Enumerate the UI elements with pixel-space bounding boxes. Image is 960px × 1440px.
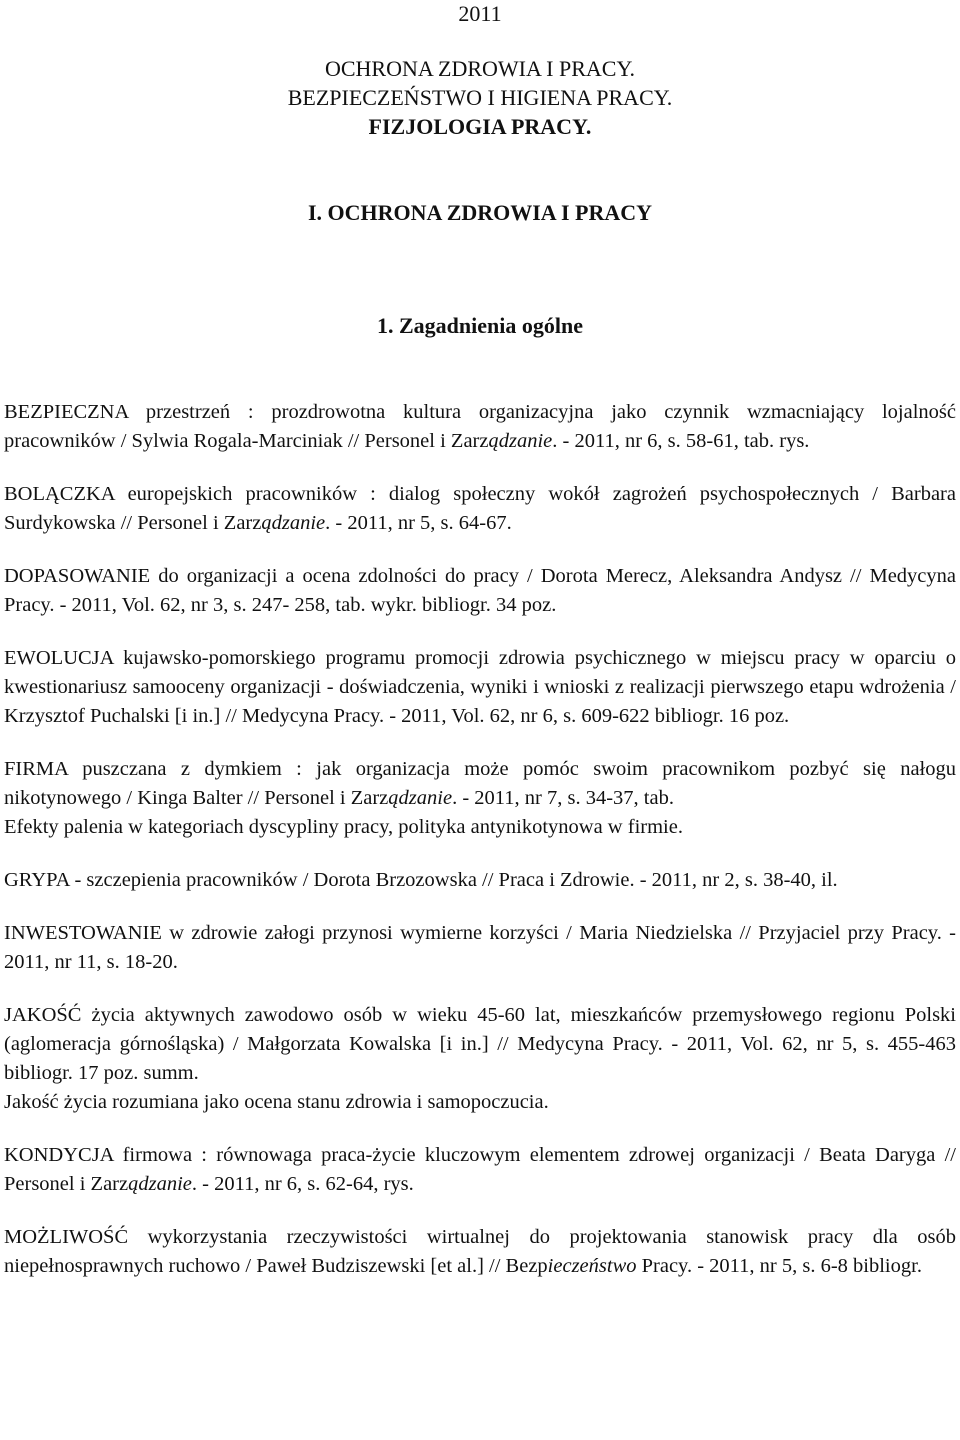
bibliography-entry xyxy=(4,755,956,842)
entry-text: GRYPA - szczepienia pracowników / Dorota Brzozowska // Praca i Zdrowie. - 2011, nr 2, s. 38-40, il. xyxy=(4,869,838,891)
entry-italic: ądzanie xyxy=(388,787,453,809)
bibliography-entry xyxy=(4,480,956,538)
bibliography-entry xyxy=(4,919,956,977)
bibliography-entry xyxy=(4,1141,956,1199)
bibliography-list xyxy=(4,398,956,1305)
entry-text: KONDYCJA firmowa : równowaga praca-życie kluczowym elementem zdrowej organizacji / Beata Daryga // Personel i Zarz xyxy=(4,1144,956,1195)
entry-text-end: . - 2011, nr 6, s. 62-64, rys. xyxy=(191,1173,414,1195)
entry-text: BOLĄCZKA europejskich pracowników : dialog społeczny wokół zagrożeń psychospołecznych / Barbara Surdykowska // Personel i Zarz xyxy=(4,483,956,534)
title-line-3: FIZJOLOGIA PRACY. xyxy=(368,114,592,139)
entry-text: DOPASOWANIE do organizacji a ocena zdolności do pracy / Dorota Merecz, Aleksandra Andysz // Medycyna Pracy. - 2011, Vol. 62, nr 3, s. 247- 258, tab. wykr. bibliogr. 34 poz. xyxy=(4,565,956,616)
entry-italic: ądzanie xyxy=(128,1173,192,1195)
entry-annotation: Efekty palenia w kategoriach dyscypliny pracy, polityka antynikotynowa w firmie. xyxy=(4,816,683,838)
entry-italic: ądzanie xyxy=(261,512,326,534)
entry-text-end: . - 2011, nr 7, s. 34-37, tab. xyxy=(452,787,674,809)
entry-text: BEZPIECZNA przestrzeń : prozdrowotna kultura organizacyjna jako czynnik wzmacniający lojalność pracowników / Sylwia Rogala-Marciniak // Personel i Zarz xyxy=(4,401,956,452)
entry-text: MOŻLIWOŚĆ wykorzystania rzeczywistości wirtualnej do projektowania stanowisk pracy dla osób niepełnosprawnych ruchowo / Paweł Budziszewski [et al.] // Bezp xyxy=(4,1226,956,1277)
entry-text: INWESTOWANIE w zdrowie załogi przynosi wymierne korzyści / Maria Niedzielska // Przyjaciel przy Pracy. - 2011, nr 11, s. 18-20. xyxy=(4,922,956,973)
entry-text-end: Pracy. - 2011, nr 5, s. 6-8 bibliogr. xyxy=(636,1255,922,1277)
entry-italic: ądzanie xyxy=(488,430,553,452)
title-line-2: BEZPIECZEŃSTWO I HIGIENA PRACY. xyxy=(287,85,673,110)
bibliography-entry xyxy=(4,1223,956,1281)
bibliography-entry xyxy=(4,1001,956,1117)
bibliography-entry xyxy=(4,644,956,731)
entry-text: FIRMA puszczana z dymkiem : jak organizacja może pomóc swoim pracownikom pozbyć się nałogu nikotynowego / Kinga Balter // Personel i Zarz xyxy=(4,758,956,809)
entry-italic: ieczeństwo xyxy=(547,1255,637,1277)
title-line-1: OCHRONA ZDROWIA I PRACY. xyxy=(324,56,636,81)
entry-text-end: . - 2011, nr 5, s. 64-67. xyxy=(325,512,512,534)
bibliography-entry xyxy=(4,398,956,456)
entry-annotation: Jakość życia rozumiana jako ocena stanu zdrowia i samopoczucia. xyxy=(4,1091,549,1113)
entry-text: JAKOŚĆ życia aktywnych zawodowo osób w wieku 45-60 lat, mieszkańców przemysłowego regionu Polski (aglomeracja górnośląska) / Małgorzata Kowalska [i in.] // Medycyna Pracy. - 2011, Vol. 62, nr 5, s. 455-463 bibliogr. 17 poz. summ. xyxy=(4,1004,956,1084)
entry-text: EWOLUCJA kujawsko-pomorskiego programu promocji zdrowia psychicznego w miejscu pracy w oparciu o kwestionariusz samooceny organizacji - doświadczenia, wyniki i wnioski z realizacji pierwszego etapu wdrożenia / Krzysztof Puchalski [i in.] // Medycyna Pracy. - 2011, Vol. 62, nr 6, s. 609-622 bibliogr. 16 poz. xyxy=(4,647,956,727)
subsection-heading: 1. Zagadnienia ogólne xyxy=(377,313,583,338)
bibliography-entry xyxy=(4,562,956,620)
section-heading: I. OCHRONA ZDROWIA I PRACY xyxy=(307,200,653,225)
page-year: 2011 xyxy=(458,1,502,26)
bibliography-entry xyxy=(4,866,956,895)
entry-text-end: . - 2011, nr 6, s. 58-61, tab. rys. xyxy=(552,430,810,452)
